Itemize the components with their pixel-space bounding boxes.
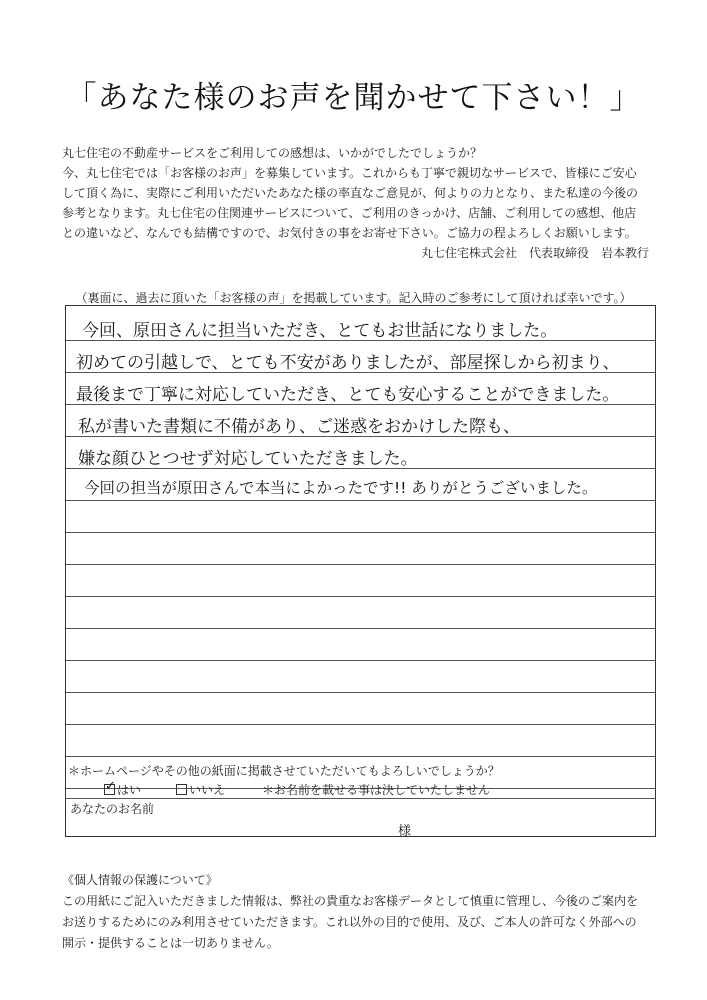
ruled-line [66, 564, 655, 565]
reference-note: （裏面に、過去に頂いた「お客様の声」を掲載しています。記入時のご参考にして頂ければ幸いです。） [75, 291, 632, 305]
privacy-heading: 《個人情報の保護について》 [62, 873, 218, 887]
ruled-line [66, 532, 655, 533]
consent-yes-option[interactable] [104, 781, 141, 798]
intro-text [62, 143, 652, 243]
privacy-line: 開示・提供することは一切ありません。 [62, 936, 279, 950]
page-title: 「あなた様のお声を聞かせて下さい！」 [65, 80, 642, 116]
feedback-form [65, 305, 656, 837]
no-label: いいえ [189, 783, 226, 797]
handwritten-line: 嫌な顔ひとつせず対応していただきました。 [78, 449, 418, 469]
privacy-section [62, 870, 662, 954]
ruled-line [66, 628, 655, 629]
handwritten-line: 今回、原田さんに担当いただき、とてもお世話になりました。 [82, 321, 558, 341]
privacy-line: お送りするためにのみ利用させていただきます。これ以外の目的で使用、及び、ご本人の許可なく外部への [62, 915, 637, 929]
handwritten-line: 私が書いた書類に不備があり、ご迷惑をおかけした際も、 [78, 417, 520, 437]
intro-line: との違いなど、なんでも結構ですので、お気付きの事をお寄せ下さい。ご協力の程よろしくお願いします。 [62, 226, 637, 240]
company-signature: 丸七住宅株式会社 代表取締役 岩本教行 [420, 246, 649, 260]
consent-question: ＊ホームページやその他の紙面に掲載させていただいてもよろしいでしょうか？ [68, 764, 500, 778]
consent-no-option[interactable] [176, 781, 225, 798]
ruled-line [66, 692, 655, 693]
handwritten-line: 今回の担当が原田さんで本当によかったです!! ありがとうございました。 [84, 479, 598, 497]
ruled-line [66, 596, 655, 597]
name-label: あなたのお名前 [70, 802, 155, 816]
intro-line: 丸七住宅の不動産サービスをご利用しての感想は、いかがでしたでしょうか？ [62, 146, 483, 160]
no-checkbox[interactable] [176, 784, 187, 795]
name-divider [65, 798, 656, 799]
yes-label: はい [117, 783, 142, 797]
name-suffix: 様 [398, 824, 412, 839]
privacy-line: この用紙にご記入いただきました情報は、弊社の貴重なお客様データとして慎重に管理し、今後のご案内を [62, 894, 639, 908]
ruled-line [66, 724, 655, 725]
ruled-line [66, 756, 655, 757]
intro-line: して頂く為に、実際にご利用いただいたあなた様の率直なご意見が、何よりの力となり、また私達の今後の [62, 186, 639, 200]
intro-line: 参考となります。丸七住宅の住関連サービスについて、ご利用のきっかけ、店舗、ご利用しての感想、他店 [62, 206, 637, 220]
intro-line: 今、丸七住宅では「お客様のお声」を募集しています。これからも丁寧で親切なサービスで、皆様にご安心 [62, 166, 637, 180]
yes-checkbox[interactable] [104, 779, 116, 795]
handwritten-line: 最後まで丁寧に対応していただき、とても安心することができました。 [76, 385, 620, 405]
name-privacy-note: ＊お名前を載せる事は決していたしません [262, 783, 491, 797]
ruled-line [66, 660, 655, 661]
handwritten-line: 初めての引越しで、とても不安がありましたが、部屋探しから初まり、 [76, 353, 620, 373]
ruled-line [66, 500, 655, 501]
check-icon: ✓ [105, 779, 116, 794]
